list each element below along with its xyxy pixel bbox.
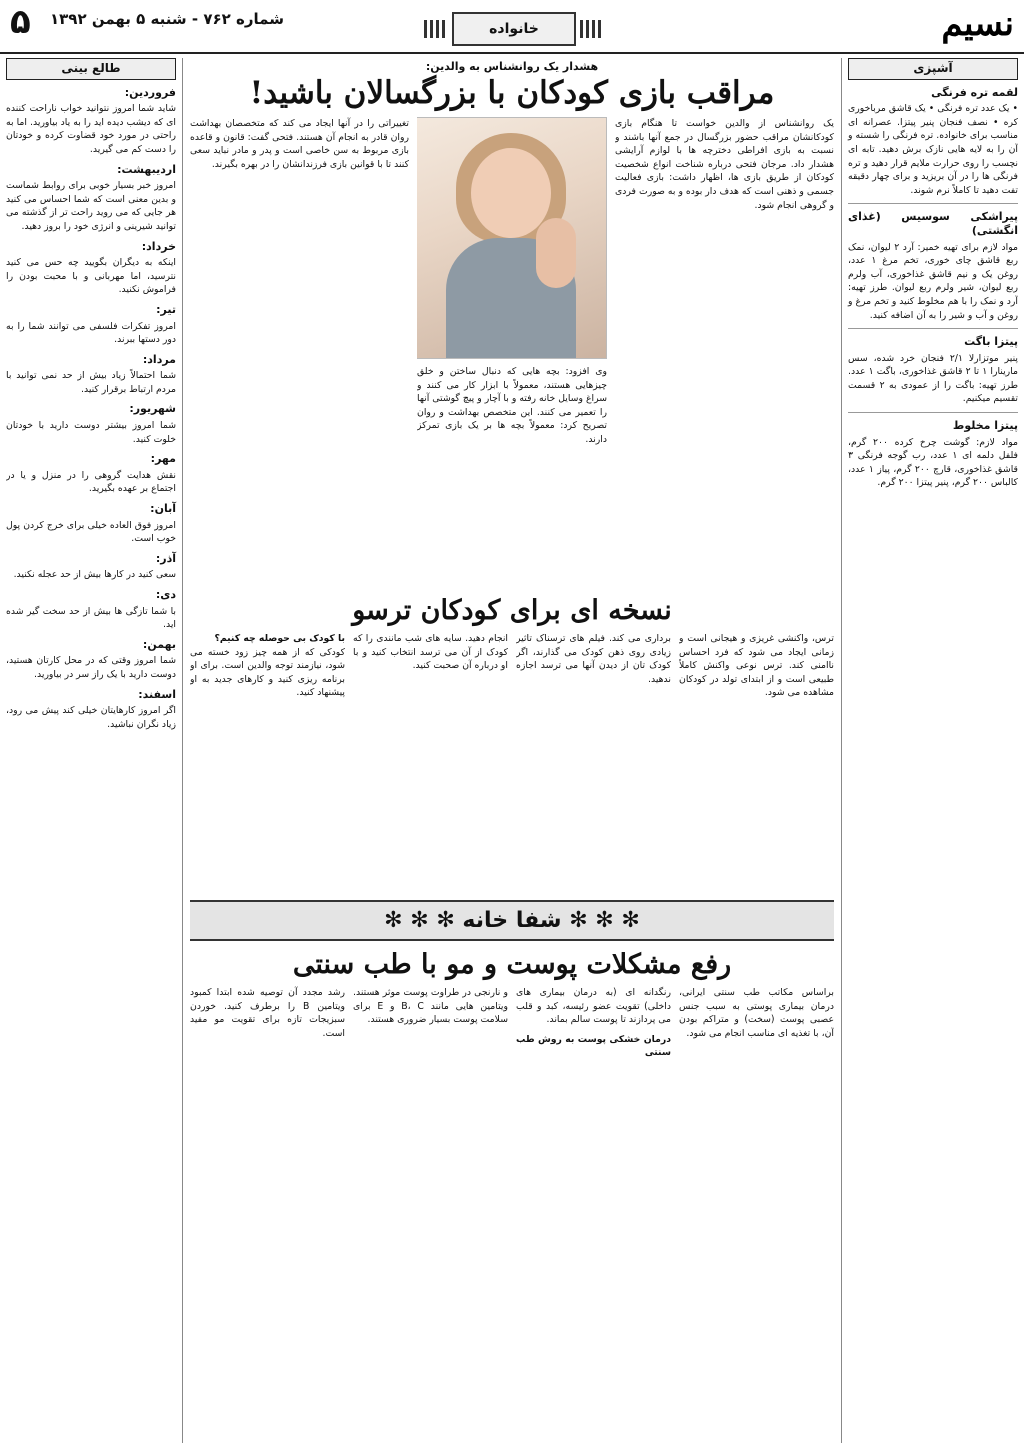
sign-title: مهر: bbox=[150, 452, 176, 466]
masthead bbox=[0, 0, 1024, 54]
divider bbox=[848, 412, 1018, 413]
subheading: درمان خشکی پوست به روش طب سنتی bbox=[516, 1033, 671, 1059]
sign-title: دی: bbox=[155, 588, 176, 601]
subheading: با کودک بی حوصله چه کنیم؟ bbox=[214, 633, 345, 644]
recipe-title: پیتزا باگت bbox=[964, 335, 1018, 349]
sign-title: فروردین: bbox=[124, 85, 176, 99]
paragraph: یک روانشناس از والدین خواست تا هنگام بازی کودکانشان مراقب حضور بزرگسال در جمع آنها باشند و نسبت به بازی افراطی دخترچه ها با لوازم آرایشی هشدار داد. مرجان فتحی درباره شناخت انواع شخصیت کودکان از طریق بازی ها، اظهار داشت: بازی فعالیت جسمی و ذهنی است که هدف دار بوده و به صورت فردی و گروهی انجام شود. bbox=[615, 118, 834, 211]
sign-title: خرداد: bbox=[141, 239, 176, 253]
article-body bbox=[190, 117, 834, 587]
article2-headline: نسخه ای برای کودکان ترسو bbox=[352, 595, 672, 626]
sign-text: سعی کنید در کارها بیش از حد عجله نکنید. bbox=[13, 569, 176, 581]
sign-title: آبان: bbox=[150, 502, 176, 516]
horoscope-title: طالع بینی bbox=[6, 58, 176, 80]
logo: نسیم bbox=[941, 4, 1014, 44]
recipe-text: مواد لازم: گوشت چرخ کرده ۲۰۰ گرم، فلفل دلمه ای ۱ عدد، رب گوجه فرنگی ۳ قاشق غذاخوری، قارچ ۲۰۰ گرم، پیاز ۱ عدد، کالباس ۲۰۰ گرم، پنیر پیتزا ۲۰۰ گرم. bbox=[848, 436, 1018, 489]
section-label: خانواده bbox=[452, 12, 576, 46]
article-column bbox=[353, 632, 508, 892]
article-column bbox=[190, 632, 345, 892]
paragraph: براساس مکاتب طب سنتی ایرانی، درمان بیماری پوستی به سبب جنس عصبی پوست (سخت) و متراکم بودن آن، با تغذیه ای مناسب انجام می شود. bbox=[679, 987, 834, 1039]
sign-text: امروز خبر بسیار خوبی برای روابط شماست و بدین معنی است که شما احساس می کنید هر جایی که می روید راحت تر از گذشته می توانید شیرینی و انرژی خود را بروز دهید. bbox=[6, 180, 176, 232]
divider bbox=[848, 328, 1018, 329]
sign-title: اسفند: bbox=[138, 687, 176, 701]
recipe-text: پنیر موتزارلا ۲/۱ فنجان خرد شده، سس مارینارا ۱ تا ۲ قاشق غذاخوری، باگت ۱ عدد. طرز تهیه: باگت را از عمودی به ۲ قسمت تقسیم میکنیم. bbox=[848, 352, 1018, 405]
sign-text: نقش هدایت گروهی را در منزل و یا در اجتماع بر عهده بگیرید. bbox=[6, 469, 176, 495]
cooking-title: آشپزی bbox=[848, 58, 1018, 80]
article3-headline: رفع مشکلات پوست و مو با طب سنتی bbox=[292, 949, 732, 980]
article-column bbox=[516, 986, 671, 1449]
recipe-text: مواد لازم برای تهیه خمیر: آرد ۲ لیوان، نمک ربع قاشق چای خوری، تخم مرغ ۱ عدد، روغن یک و نیم قاشق غذاخوری، آب ولرم ربع لیوان، شیر ولرم ربع لیوان. طرز تهیه: آرد و نمک را با هم مخلوط کنید و تخم مرغ و روغن و آب و شیر را به آن اضافه کنید. bbox=[848, 241, 1018, 321]
article-column bbox=[190, 986, 345, 1449]
sign-title: اردیبهشت: bbox=[117, 162, 176, 176]
sign-text: شما امروز بیشتر دوست دارید با خودتان خلوت کنید. bbox=[6, 420, 176, 445]
sign-text: اینکه به دیگران بگویید چه حس می کنید نترسید، اما مهربانی و با محبت بودن را فراموش نکنید. bbox=[6, 257, 176, 296]
article3-body bbox=[190, 986, 834, 1449]
paragraph: کودکی که از همه چیز زود خسته می شود، نیازمند توجه والدین است. برای او برنامه ریزی کنید و کارهای جدید به او پیشنهاد کنید. bbox=[190, 646, 345, 699]
cooking-column bbox=[841, 58, 1018, 1443]
article-column bbox=[190, 117, 409, 587]
girl-photo bbox=[417, 117, 607, 359]
article-column bbox=[679, 986, 834, 1449]
article-column bbox=[516, 632, 671, 892]
recipe-text: • یک عدد تره فرنگی • یک قاشق مرباخوری کره • نصف فنجان پنیر پیتزا. عصرانه ای مناسب برای خانواده. تره فرنگی را شسته و آن را به لایه هایی نازک برش دهید. تابه ای نچسب را روی حرارت ملایم قرار دهید و تره فرنگی ها را در آن بریزید و برای چهار دقیقه تفت دهید تا کاملاً نرم شوند. bbox=[848, 103, 1018, 196]
section-banner: ✻ ✻ ✻ شفا خانه ✻ ✻ ✻ bbox=[190, 900, 834, 941]
sign-text: شما امروز وقتی که در محل کارتان هستید، دوست دارید با یک راز سر در بیاورید. bbox=[6, 655, 176, 680]
paragraph: تغییراتی را در آنها ایجاد می کند که متخصصان بهداشت روان قادر به انجام آن هستند. فتحی گفت: قانون و قاعده بازی مربوط به سن خاصی است و پدر و مادر نباید سعی کنند تا با قوانین بازی فرزندانشان را در بهره بگیرند. bbox=[190, 118, 409, 170]
article-kicker: هشدار یک روانشناس به والدین: bbox=[425, 60, 599, 73]
paragraph: رشد مجدد آن توصیه شده ابتدا کمبود ویتامین B را برطرف کنید. خوردن سبزیجات تازه برای تقویت مو مفید است. bbox=[190, 987, 345, 1039]
sign-text: شما احتمالاً زیاد بیش از حد نمی توانید با مردم ارتباط برقرار کنید. bbox=[6, 370, 176, 395]
sign-title: مرداد: bbox=[142, 352, 176, 366]
recipe-title: لقمه تره فرنگی bbox=[931, 85, 1018, 99]
article-column bbox=[679, 632, 834, 892]
issue-info: شماره ۷۶۲ - شنبه ۵ بهمن ۱۳۹۲ bbox=[50, 10, 284, 28]
recipe-title: پیتزا مخلوط bbox=[952, 419, 1018, 433]
paragraph: و نارنجی در طراوت پوست موثر هستند. ویتامین هایی مانند B، C و E برای سلامت پوست بسیار ضروری هستند. bbox=[353, 987, 508, 1026]
paragraph: رنگدانه ای (به درمان بیماری های داخلی) تقویت عضو رئیسه، کبد و قلب می پردازند تا پوست سالم بماند. bbox=[516, 987, 671, 1026]
page-number: ۵ bbox=[10, 2, 31, 42]
sign-title: شهریور: bbox=[129, 402, 176, 416]
sign-text: شاید شما امروز نتوانید خواب ناراحت کننده ای که دیشب دیده اید را به یاد بیاورید. اما به راحتی در مورد خود قضاوت کرده و خودتان را دست کم می گیرید. bbox=[6, 103, 176, 155]
sign-text: امروز فوق العاده خیلی برای خرج کردن پول خوب است. bbox=[6, 519, 176, 545]
main-content bbox=[190, 58, 834, 1443]
paragraph: ترس، واکنشی غریزی و هیجانی است و زمانی ایجاد می شود که فرد احساس ناامنی کند. ترس نوعی واکنش کاملاً طبیعی است و از ابتدای تولد در کودکان مشاهده می شود. bbox=[679, 633, 834, 699]
sign-title: بهمن: bbox=[142, 637, 176, 651]
sign-title: تیر: bbox=[156, 302, 176, 316]
sign-text: با شما تازگی ها بیش از حد سخت گیر شده اید. bbox=[6, 605, 176, 631]
divider bbox=[848, 203, 1018, 204]
article-headline: مراقب بازی کودکان با بزرگسالان باشید! bbox=[249, 75, 775, 111]
paragraph: وی افزود: بچه هایی که دنبال ساختن و خلق چیزهایی هستند، معمولاً با ابزار کار می کنند و سراغ وسایل خانه رفته و با آچار و پیچ گوشتی آنها را تعمیر می کنند. این متخصص بهداشت و روان تصریح کرد: معمولاً بچه ها بر یک بازی تمرکز دارند. bbox=[417, 366, 607, 445]
horoscope-column bbox=[6, 58, 183, 1443]
article-column bbox=[417, 117, 607, 587]
paragraph: انجام دهید. سایه های شب مانندی را که کودک از آن می ترسد انتخاب کنید و با او درباره آن صحبت کنید. bbox=[353, 633, 508, 672]
sign-text: امروز تفکرات فلسفی می توانند شما را به دور دستها ببرند. bbox=[6, 320, 176, 346]
article-column bbox=[353, 986, 508, 1449]
paragraph: برداری می کند. فیلم های ترسناک تاثیر زیادی روی ذهن کودک می گذارند، اگر کودک تان از دیدن آنها می ترسد اجازه ندهید. bbox=[516, 633, 671, 685]
sign-title: آذر: bbox=[155, 551, 176, 565]
recipe-title: پیراشکی سوسیس (غذای انگشتی) bbox=[848, 210, 1018, 237]
photo-hand bbox=[536, 218, 576, 288]
article2-body bbox=[190, 632, 834, 892]
sign-text: اگر امروز کارهایتان خیلی کند پیش می رود، زیاد نگران نباشید. bbox=[6, 705, 176, 730]
article-column bbox=[615, 117, 834, 587]
photo-face bbox=[471, 148, 551, 238]
